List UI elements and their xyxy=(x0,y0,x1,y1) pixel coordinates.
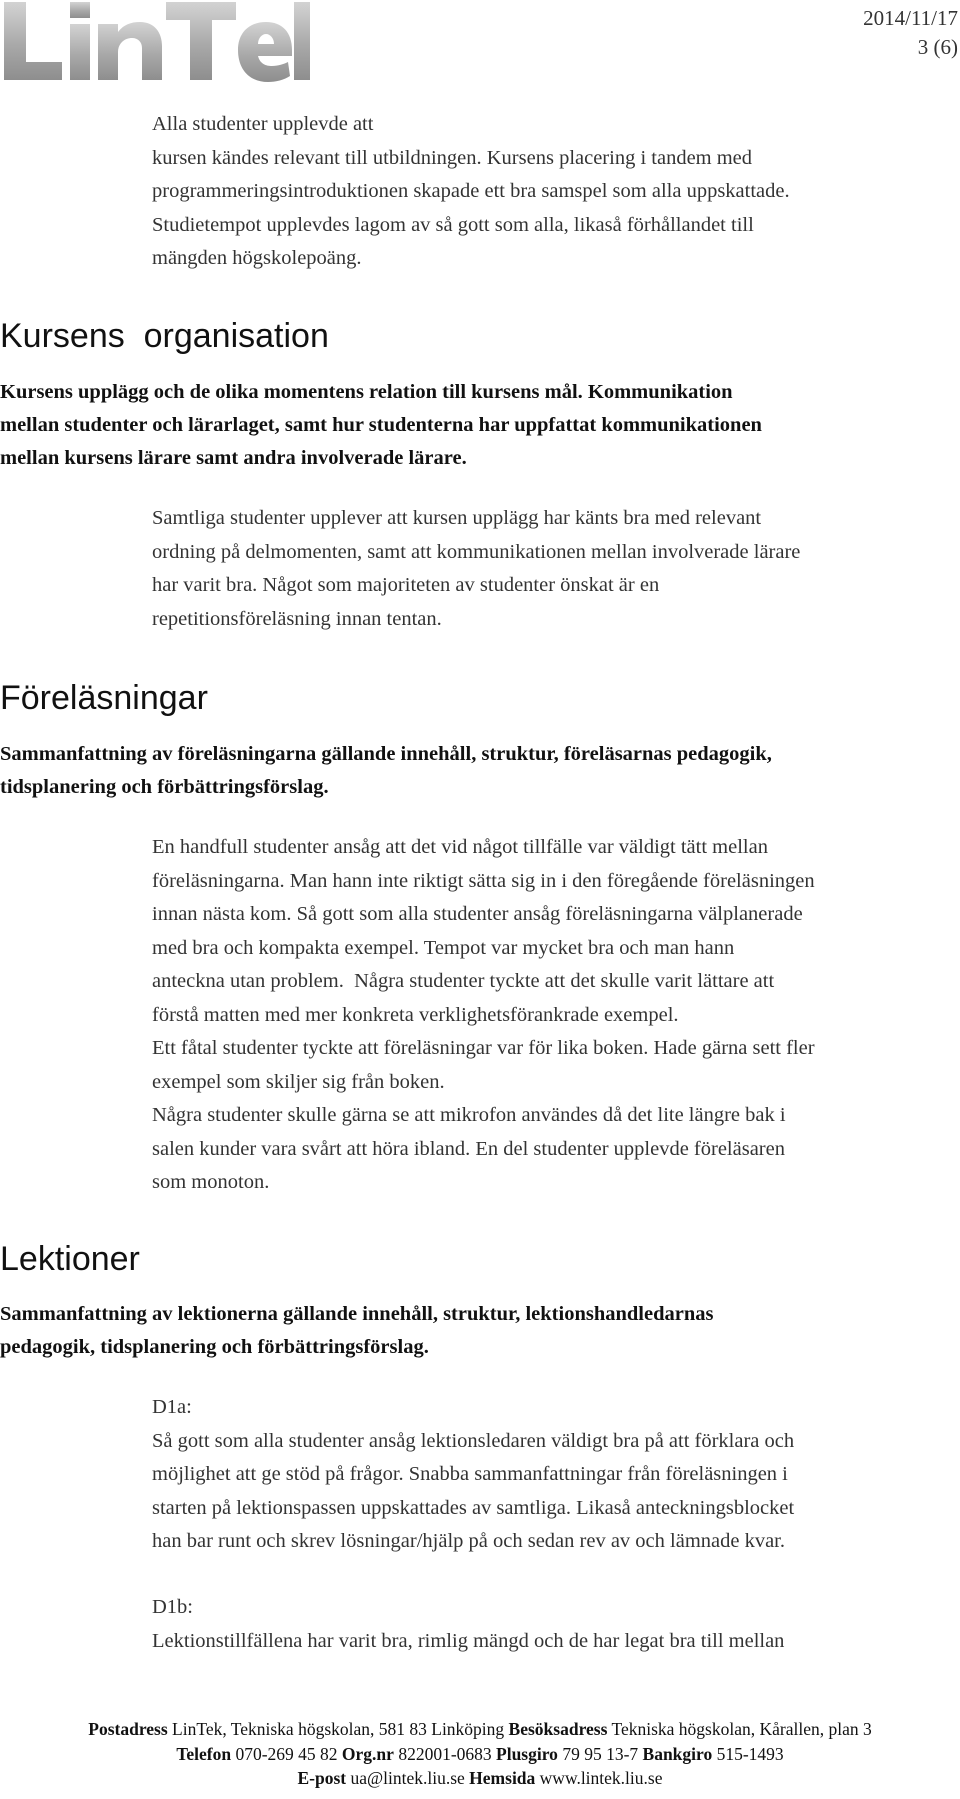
lead-line: Kursens upplägg och de olika momentens relation till kursens mål. Kommunikation xyxy=(0,381,733,403)
group-label-d1a: D1a: xyxy=(152,1396,192,1418)
lektioner-d1a xyxy=(152,1391,952,1559)
footer-label: Org.nr xyxy=(341,1743,394,1764)
footer-value: 79 95 13-7 xyxy=(562,1743,639,1764)
lead-line: mellan kursens lärare samt andra involverade lärare. xyxy=(0,447,467,469)
lead-line: pedagogik, tidsplanering och förbättringsförslag. xyxy=(0,1336,429,1358)
lintek-logo xyxy=(0,0,310,85)
footer-value: 822001-0683 xyxy=(398,1743,492,1764)
footer-label: Telefon xyxy=(176,1743,232,1764)
text-line: med bra och kompakta exempel. Tempot var mycket bra och man hann xyxy=(152,936,735,959)
footer-value: 070-269 45 82 xyxy=(235,1743,338,1764)
text-line: Så gott som alla studenter ansåg lektionsledaren väldigt bra på att förklara och xyxy=(152,1429,795,1452)
text-line: har varit bra. Något som majoriteten av studenter önskat är en xyxy=(152,574,660,596)
footer-line-3 xyxy=(0,1766,960,1791)
footer-email[interactable]: ua@lintek.liu.se xyxy=(350,1768,465,1788)
footer-line-2 xyxy=(0,1742,960,1767)
page-footer xyxy=(0,1717,960,1791)
intro-paragraph xyxy=(152,108,952,276)
text-line: mängden högskolepoäng. xyxy=(152,247,362,269)
text-line: förstå matten med mer konkreta verklighetsförankrade exempel. xyxy=(152,1003,679,1026)
footer-value: Tekniska högskolan, Kårallen, plan 3 xyxy=(611,1719,872,1739)
text-line: kursen kändes relevant till utbildningen. Kursens placering i tandem med xyxy=(152,146,753,169)
organisation-lead xyxy=(0,376,958,475)
text-line: En handfull studenter ansåg att det vid något tillfälle var väldigt tätt mellan xyxy=(152,836,768,858)
forelasningar-paragraph xyxy=(152,831,952,1200)
lektioner-d1b xyxy=(152,1591,952,1658)
header-meta xyxy=(863,4,958,62)
text-line: Lektionstillfällena har varit bra, rimlig mängd och de har legat bra till mellan xyxy=(152,1629,785,1652)
group-label-d1b: D1b: xyxy=(152,1596,193,1618)
footer-website[interactable]: www.lintek.liu.se xyxy=(539,1768,663,1788)
lead-line: Sammanfattning av lektionerna gällande innehåll, struktur, lektionshandledarnas xyxy=(0,1303,714,1325)
heading-organisation: Kursens organisation xyxy=(0,317,329,355)
text-line: repetitionsföreläsning innan tentan. xyxy=(152,607,442,630)
forelasningar-lead xyxy=(0,738,958,804)
lead-line: mellan studenter och lärarlaget, samt hur studenterna har uppfattat kommunikationen xyxy=(0,414,762,436)
footer-value: LinTek, Tekniska högskolan, 581 83 Linköping xyxy=(172,1719,505,1739)
footer-label: Plusgiro xyxy=(496,1743,558,1764)
text-line: föreläsningarna. Man hann inte riktigt sätta sig in i den föregående föreläsningen xyxy=(152,869,815,892)
text-line: Studietempot upplevdes lagom av så gott som alla, likaså förhållandet till xyxy=(152,213,754,236)
document-date: 2014/11/17 xyxy=(863,6,958,30)
footer-label: Besöksadress xyxy=(508,1719,608,1739)
text-line: Några studenter skulle gärna se att mikrofon användes då det lite längre bak i xyxy=(152,1104,786,1126)
footer-label: Hemsida xyxy=(469,1768,536,1788)
text-line: Samtliga studenter upplever att kursen upplägg har känts bra med relevant xyxy=(152,507,762,529)
organisation-paragraph xyxy=(152,502,952,636)
lead-line: tidsplanering och förbättringsförslag. xyxy=(0,776,329,798)
footer-label: E-post xyxy=(297,1768,347,1788)
text-line: exempel som skiljer sig från boken. xyxy=(152,1070,445,1093)
footer-label: Bankgiro xyxy=(642,1743,713,1764)
text-line: Ett fåtal studenter tyckte att föreläsningar var för lika boken. Hade gärna sett fler xyxy=(152,1037,815,1059)
text-line: Alla studenter upplevde att xyxy=(152,113,374,135)
footer-line-1 xyxy=(0,1717,960,1742)
page-number: 3 (6) xyxy=(917,35,958,59)
text-line: starten på lektionspassen uppskattades av samtliga. Likaså anteckningsblocket xyxy=(152,1496,795,1519)
heading-forelasningar: Föreläsningar xyxy=(0,679,208,717)
text-line: programmeringsintroduktionen skapade ett bra samspel som alla uppskattade. xyxy=(152,180,790,202)
heading-lektioner: Lektioner xyxy=(0,1240,140,1278)
text-line: anteckna utan problem. Några studenter tyckte att det skulle varit lättare att xyxy=(152,970,775,992)
text-line: som monoton. xyxy=(152,1171,270,1193)
footer-label: Postadress xyxy=(88,1719,168,1739)
footer-value: 515-1493 xyxy=(716,1743,784,1764)
text-line: salen kunder vara svårt att höra ibland. En del studenter upplevde föreläsaren xyxy=(152,1137,785,1160)
text-line: ordning på delmomenten, samt att kommunikationen mellan involverade lärare xyxy=(152,540,801,563)
text-line: innan nästa kom. Så gott som alla studenter ansåg föreläsningarna välplanerade xyxy=(152,903,803,925)
lead-line: Sammanfattning av föreläsningarna gällande innehåll, struktur, föreläsarnas pedagogik, xyxy=(0,743,772,765)
lektioner-lead xyxy=(0,1298,958,1364)
text-line: han bar runt och skrev lösningar/hjälp på och sedan rev av och lämnade kvar. xyxy=(152,1530,786,1552)
text-line: möjlighet att ge stöd på frågor. Snabba sammanfattningar från föreläsningen i xyxy=(152,1463,788,1485)
